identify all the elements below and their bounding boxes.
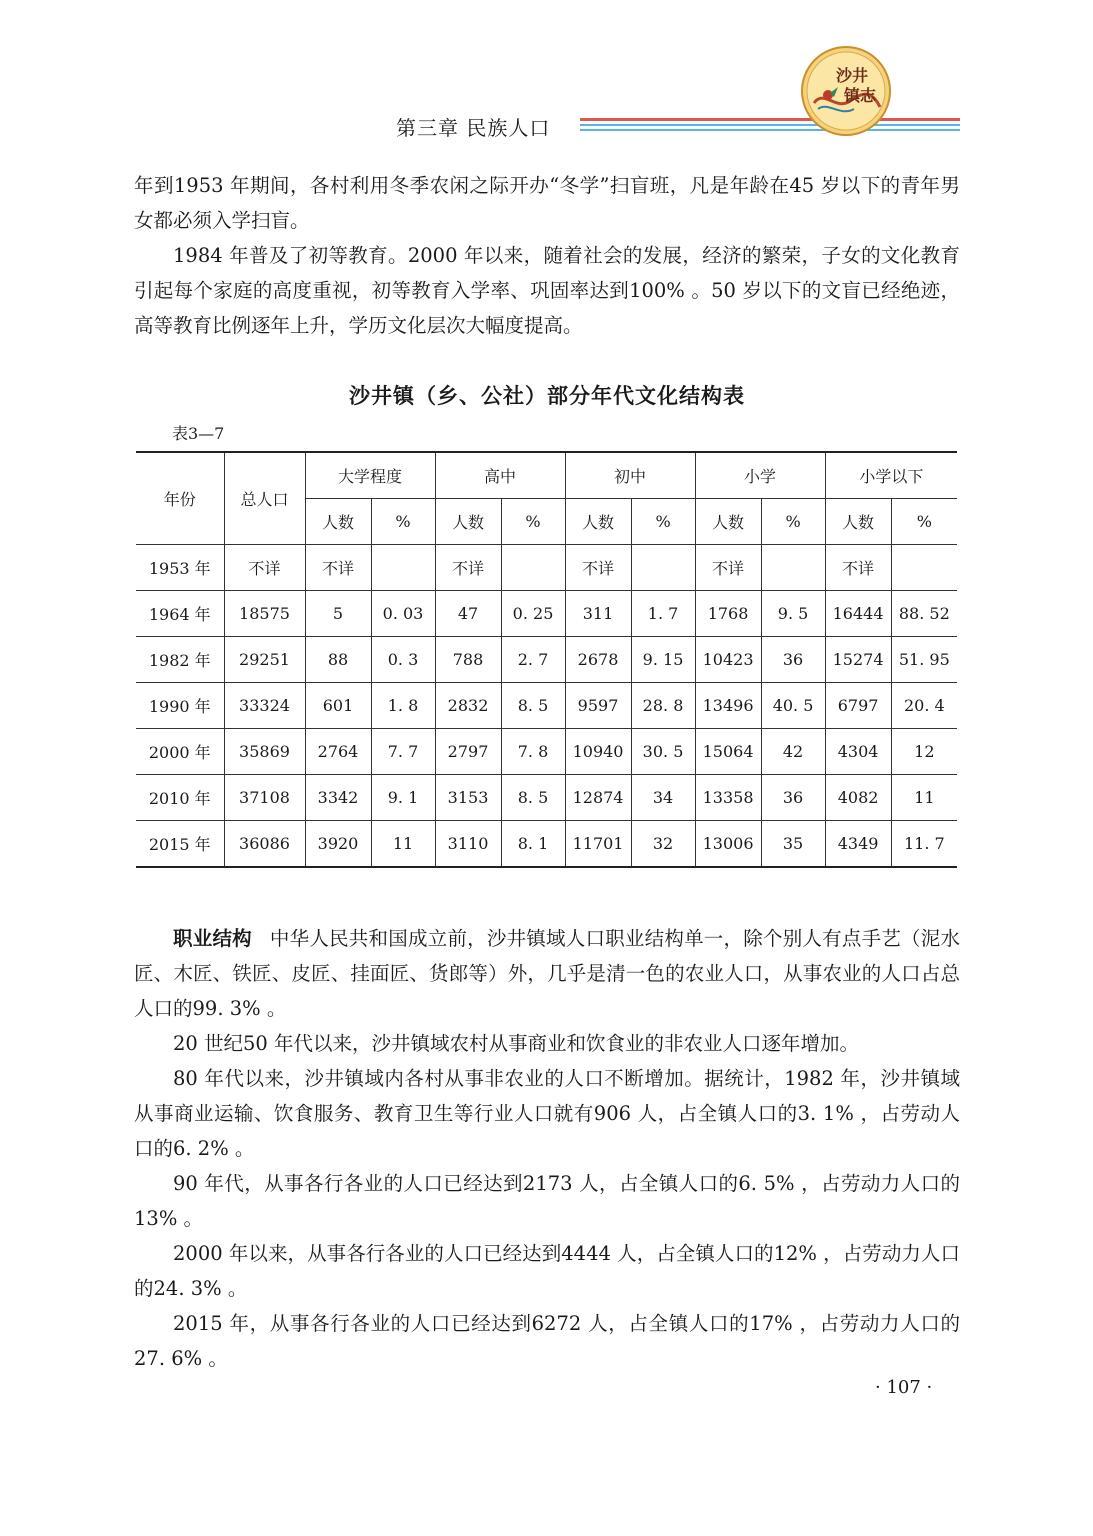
header-group-high-school: 高中	[435, 452, 565, 499]
table-cell: 4349	[825, 821, 891, 868]
header-group-below-primary: 小学以下	[825, 452, 957, 499]
header-rule-red	[580, 118, 960, 121]
table-cell: 5	[305, 591, 371, 637]
table-cell: 311	[565, 591, 631, 637]
header-rule-blue	[580, 124, 960, 126]
culture-structure-table	[136, 451, 957, 868]
table-cell: 15064	[695, 729, 761, 775]
table-cell: 0. 25	[501, 591, 565, 637]
table-cell: 3153	[435, 775, 501, 821]
table-cell: 2. 7	[501, 637, 565, 683]
occupation-lead-heading: 职业结构	[173, 927, 252, 950]
table-cell: 11. 7	[891, 821, 957, 868]
svg-text:镇志: 镇志	[843, 86, 877, 105]
table-cell: 9597	[565, 683, 631, 729]
table-cell: 不详	[695, 545, 761, 591]
subheader-percent: %	[501, 499, 565, 545]
subheader-count: 人数	[565, 499, 631, 545]
table-cell: 6797	[825, 683, 891, 729]
table-cell: 10423	[695, 637, 761, 683]
table-cell: 35	[761, 821, 825, 868]
table-cell: 88	[305, 637, 371, 683]
chapter-title: 第三章 民族人口	[396, 116, 551, 140]
table-header-row	[136, 452, 957, 499]
table-row	[136, 545, 957, 591]
table-cell: 36	[761, 775, 825, 821]
table-cell: 8. 1	[501, 821, 565, 868]
table-row	[136, 637, 957, 683]
table-row	[136, 729, 957, 775]
table-cell: 7. 7	[371, 729, 435, 775]
header-rule-lines	[580, 118, 960, 134]
subheader-count: 人数	[305, 499, 371, 545]
table-cell: 1. 8	[371, 683, 435, 729]
table-row	[136, 591, 957, 637]
table-cell: 36086	[224, 821, 305, 868]
table-cell-year: 2015 年	[136, 821, 224, 868]
table-cell: 11701	[565, 821, 631, 868]
table-cell: 1768	[695, 591, 761, 637]
paragraph-occupation-3: 80 年代以来，沙井镇域内各村从事非农业的人口不断增加。据统计，1982 年，沙井镇域从事商业运输、饮食服务、教育卫生等行业人口就有906 人，占全镇人口的3. 1% ，占劳动人口的6. 2% 。	[134, 1067, 960, 1160]
table-cell: 不详	[224, 545, 305, 591]
table-cell: 42	[761, 729, 825, 775]
table-cell: 4082	[825, 775, 891, 821]
table-cell: 10940	[565, 729, 631, 775]
table-cell: 8. 5	[501, 683, 565, 729]
table-cell: 12874	[565, 775, 631, 821]
paragraph-occupation-2: 20 世纪50 年代以来，沙井镇域农村从事商业和饮食业的非农业人口逐年增加。	[173, 1032, 860, 1055]
table-cell: 0. 03	[371, 591, 435, 637]
paragraph-literacy-class: 年到1953 年期间，各村利用冬季农闲之际开办“冬学”扫盲班，凡是年龄在45 岁以下的青年男女都必须入学扫盲。	[134, 174, 960, 232]
table-cell-year: 2010 年	[136, 775, 224, 821]
table-cell: 2764	[305, 729, 371, 775]
table-cell-year: 2000 年	[136, 729, 224, 775]
table-cell	[631, 545, 695, 591]
subheader-percent: %	[631, 499, 695, 545]
table-cell: 3920	[305, 821, 371, 868]
table-cell: 4304	[825, 729, 891, 775]
table-cell: 13358	[695, 775, 761, 821]
table-cell: 11	[371, 821, 435, 868]
table-cell: 29251	[224, 637, 305, 683]
table-cell: 35869	[224, 729, 305, 775]
table-cell: 18575	[224, 591, 305, 637]
table-cell: 不详	[305, 545, 371, 591]
table-cell: 8. 5	[501, 775, 565, 821]
table-title: 沙井镇（乡、公社）部分年代文化结构表	[349, 384, 745, 408]
table-cell-year: 1964 年	[136, 591, 224, 637]
table-cell: 2797	[435, 729, 501, 775]
table-cell: 1. 7	[631, 591, 695, 637]
table-cell: 2832	[435, 683, 501, 729]
table-cell: 51. 95	[891, 637, 957, 683]
table-cell: 12	[891, 729, 957, 775]
occupation-text-1: 中华人民共和国成立前，沙井镇域人口职业结构单一，除个别人有点手艺（泥水匠、木匠、铁匠、皮匠、挂面匠、货郎等）外，几乎是清一色的农业人口，从事农业的人口占总人口的99. 3% 。	[134, 927, 960, 1020]
subheader-percent: %	[761, 499, 825, 545]
subheader-count: 人数	[695, 499, 761, 545]
table-cell-year: 1990 年	[136, 683, 224, 729]
header-total-population: 总人口	[224, 452, 305, 545]
table-cell: 不详	[435, 545, 501, 591]
paragraph-occupation-6: 2015 年，从事各行各业的人口已经达到6272 人，占全镇人口的17% ，占劳动力人口的27. 6% 。	[134, 1312, 960, 1370]
svg-text:沙井: 沙井	[835, 66, 869, 85]
table-cell: 33324	[224, 683, 305, 729]
table-cell: 9. 5	[761, 591, 825, 637]
table-cell: 3342	[305, 775, 371, 821]
table-cell: 13496	[695, 683, 761, 729]
table-cell: 36	[761, 637, 825, 683]
paragraph-occupation-4: 90 年代，从事各行各业的人口已经达到2173 人，占全镇人口的6. 5% ，占劳动力人口的13% 。	[134, 1172, 960, 1230]
table-cell: 9. 1	[371, 775, 435, 821]
table-cell: 13006	[695, 821, 761, 868]
table-cell-year: 1953 年	[136, 545, 224, 591]
subheader-count: 人数	[435, 499, 501, 545]
table-cell: 20. 4	[891, 683, 957, 729]
table-cell: 37108	[224, 775, 305, 821]
town-annals-seal-icon	[800, 45, 892, 137]
header-group-university: 大学程度	[305, 452, 435, 499]
table-cell: 3110	[435, 821, 501, 868]
table-row	[136, 683, 957, 729]
table-cell: 32	[631, 821, 695, 868]
table-cell: 28. 8	[631, 683, 695, 729]
subheader-count: 人数	[825, 499, 891, 545]
table-cell: 601	[305, 683, 371, 729]
table-cell	[371, 545, 435, 591]
table-cell: 9. 15	[631, 637, 695, 683]
table-cell: 0. 3	[371, 637, 435, 683]
table-row	[136, 821, 957, 868]
page-number: · 107 ·	[875, 1377, 933, 1398]
table-cell	[501, 545, 565, 591]
table-cell: 不详	[825, 545, 891, 591]
table-cell: 88. 52	[891, 591, 957, 637]
header-group-middle-school: 初中	[565, 452, 695, 499]
table-cell: 40. 5	[761, 683, 825, 729]
table-cell: 15274	[825, 637, 891, 683]
table-cell: 788	[435, 637, 501, 683]
table-cell	[891, 545, 957, 591]
paragraph-occupation-1	[134, 921, 960, 1026]
header-year: 年份	[136, 452, 224, 545]
header-rule-blue-lower	[580, 129, 960, 131]
table-number: 表3—7	[172, 424, 225, 443]
table-cell	[761, 545, 825, 591]
header-group-primary: 小学	[695, 452, 825, 499]
table-row	[136, 775, 957, 821]
table-body	[136, 545, 957, 868]
table-cell: 30. 5	[631, 729, 695, 775]
paragraph-occupation-5: 2000 年以来，从事各行各业的人口已经达到4444 人，占全镇人口的12% ，占劳动力人口的24. 3% 。	[134, 1242, 960, 1300]
table-cell: 11	[891, 775, 957, 821]
table-cell: 47	[435, 591, 501, 637]
table-cell: 34	[631, 775, 695, 821]
subheader-percent: %	[891, 499, 957, 545]
table-cell: 不详	[565, 545, 631, 591]
table-cell: 16444	[825, 591, 891, 637]
table-cell: 7. 8	[501, 729, 565, 775]
page-header	[0, 0, 1093, 150]
table-cell: 2678	[565, 637, 631, 683]
paragraph-education: 1984 年普及了初等教育。2000 年以来，随着社会的发展，经济的繁荣，子女的文化教育引起每个家庭的高度重视，初等教育入学率、巩固率达到100% 。50 岁以下的文盲已经绝迹，高等教育比例逐年上升，学历文化层次大幅度提高。	[134, 244, 960, 337]
subheader-percent: %	[371, 499, 435, 545]
table-cell-year: 1982 年	[136, 637, 224, 683]
